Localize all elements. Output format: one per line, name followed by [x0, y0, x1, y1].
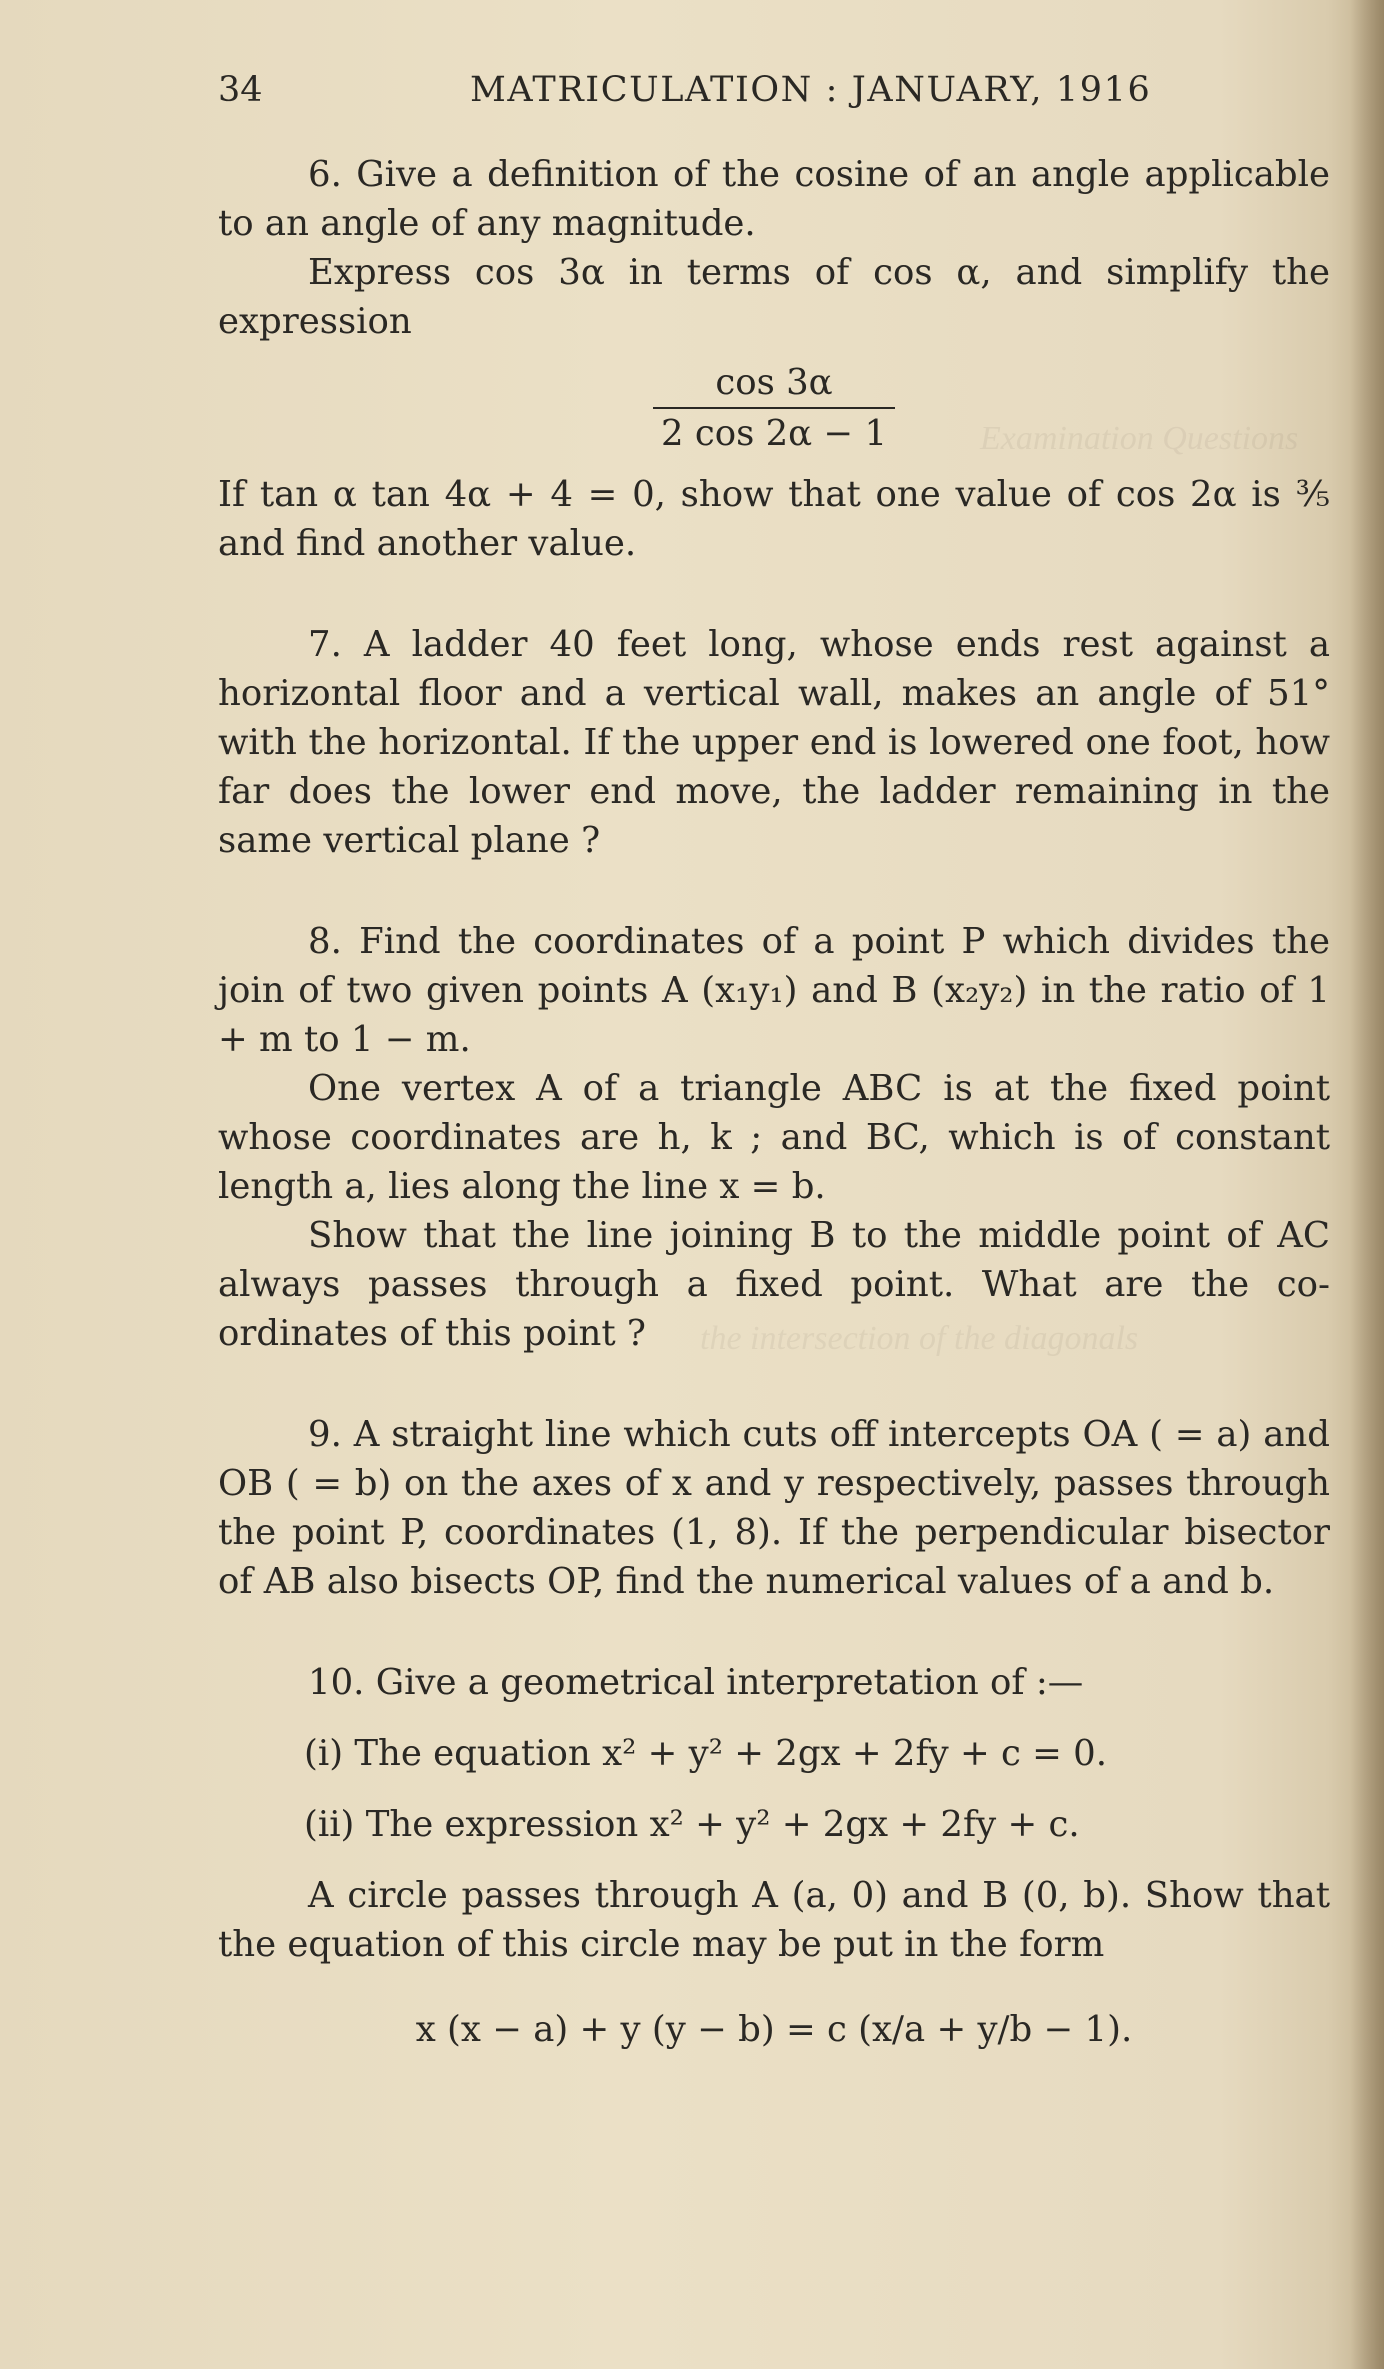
question-10-circle: A circle passes through A (a, 0) and B (0, b). Show that the equation of this circle may be put in the form [218, 1875, 1330, 1965]
fraction-numerator: cos 3α [715, 362, 833, 403]
question-6-text: 6. Give a definition of the cosine of an angle applicable to an angle of any magnitude. [218, 154, 1330, 244]
question-9-text: 9. A straight line which cuts off intercepts OA ( = a) and OB ( = b) on the axes of x and y respectively, passes through the point P, coordinates (1, 8). If the perpendicular bisector of AB also bisects OP, find the numerical values of a and b. [218, 1414, 1330, 1602]
question-6-express: Express cos 3α in terms of cos α, and simplify the expression [218, 252, 1330, 342]
page-number: 34 [218, 70, 263, 110]
fraction-denominator: 2 cos 2α − 1 [653, 407, 895, 458]
question-10 [218, 1658, 1330, 2054]
question-10-item-ii: (ii) The expression x² + y² + 2gx + 2fy + c. [304, 1804, 1080, 1845]
page-content [218, 150, 1330, 2066]
question-9 [218, 1410, 1330, 1606]
question-6-tan: If tan α tan 4α + 4 = 0, show that one value of cos 2α is ⅗ and find another value. [218, 474, 1330, 564]
question-8 [218, 917, 1330, 1358]
question-6-fraction [218, 358, 1330, 458]
show-through-text: the intersection of the diagonals [700, 1320, 1139, 1357]
question-7-text: 7. A ladder 40 feet long, whose ends rest against a horizontal floor and a vertical wall, makes an angle of 51° with the horizontal. If the upper end is lowered one foot, how far does the lower end move, the ladder remaining in the same vertical plane ? [218, 624, 1330, 861]
question-6 [218, 150, 1330, 568]
show-through-text: Examination Questions [980, 420, 1299, 457]
question-10-equation: x (x − a) + y (y − b) = c (x/a + y/b − 1). [415, 2009, 1133, 2050]
page-header [0, 70, 1384, 130]
question-8-text: 8. Find the coordinates of a point P which divides the join of two given points A (x₁y₁) and B (x₂y₂) in the ratio of 1 + m to 1 − m. [218, 921, 1330, 1060]
question-10-item-i: (i) The equation x² + y² + 2gx + 2fy + c = 0. [304, 1733, 1108, 1774]
question-7 [218, 620, 1330, 865]
running-head: MATRICULATION : JANUARY, 1916 [470, 70, 1152, 110]
question-8-vertex: One vertex A of a triangle ABC is at the fixed point whose coordinates are h, k ; and BC, which is of constant length a, lies along the line x = b. [218, 1068, 1330, 1207]
question-10-text: 10. Give a geometrical interpretation of :— [308, 1662, 1084, 1703]
question-8-show: Show that the line joining B to the middle point of AC always passes through a fixed point. What are the co-ordinates of this point ? [218, 1215, 1330, 1354]
page-edge-shadow [1350, 0, 1384, 2369]
